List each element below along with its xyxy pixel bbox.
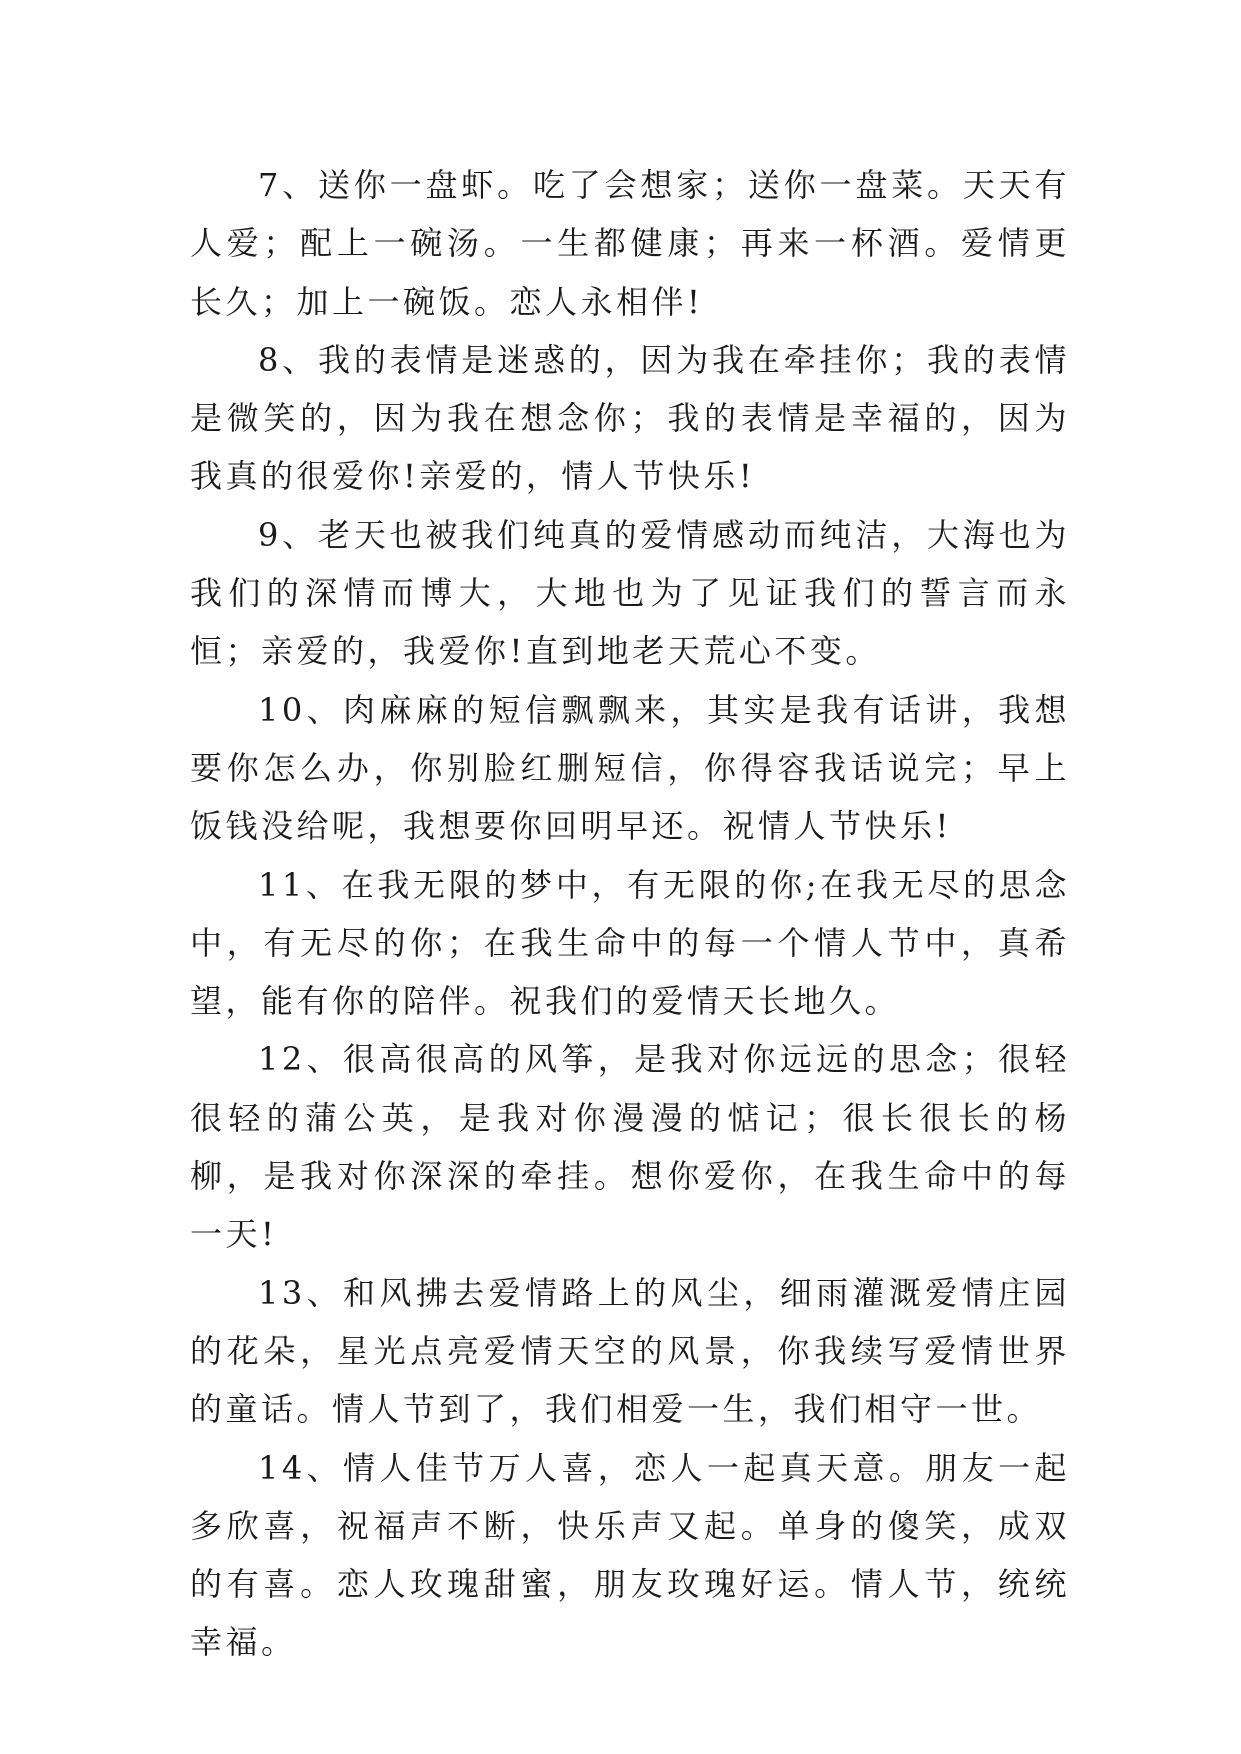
paragraph-8: 8、我的表情是迷惑的，因为我在牵挂你；我的表情是微笑的，因为我在想念你；我的表情是幸福的，因为我真的很爱你!亲爱的，情人节快乐! [190, 340, 1070, 496]
paragraph-14: 14、情人佳节万人喜，恋人一起真天意。朋友一起多欣喜，祝福声不断，快乐声又起。单身的傻笑，成双的有喜。恋人玫瑰甜蜜，朋友玫瑰好运。情人节，统统幸福。 [190, 1448, 1070, 1662]
paragraph-9: 9、老天也被我们纯真的爱情感动而纯洁，大海也为我们的深情而博大，大地也为了见证我们的誓言而永恒；亲爱的，我爱你!直到地老天荒心不变。 [190, 515, 1070, 671]
paragraph-12: 12、很高很高的风筝，是我对你远远的思念；很轻很轻的蒲公英，是我对你漫漫的惦记；很长很长的杨柳，是我对你深深的牵挂。想你爱你，在我生命中的每一天! [190, 1040, 1070, 1254]
document-body [190, 156, 1070, 1672]
paragraph-11: 11、在我无限的梦中，有无限的你;在我无尽的思念中，有无尽的你；在我生命中的每一个情人节中，真希望，能有你的陪伴。祝我们的爱情天长地久。 [190, 865, 1070, 1021]
paragraph-10: 10、肉麻麻的短信飘飘来，其实是我有话讲，我想要你怎么办，你别脸红删短信，你得容我话说完；早上饭钱没给呢，我想要你回明早还。祝情人节快乐! [190, 690, 1070, 846]
paragraph-13: 13、和风拂去爱情路上的风尘，细雨灌溉爱情庄园的花朵，星光点亮爱情天空的风景，你我续写爱情世界的童话。情人节到了，我们相爱一生，我们相守一世。 [190, 1273, 1070, 1429]
paragraph-7: 7、送你一盘虾。吃了会想家；送你一盘菜。天天有人爱；配上一碗汤。一生都健康；再来一杯酒。爱情更长久；加上一碗饭。恋人永相伴! [190, 166, 1070, 321]
